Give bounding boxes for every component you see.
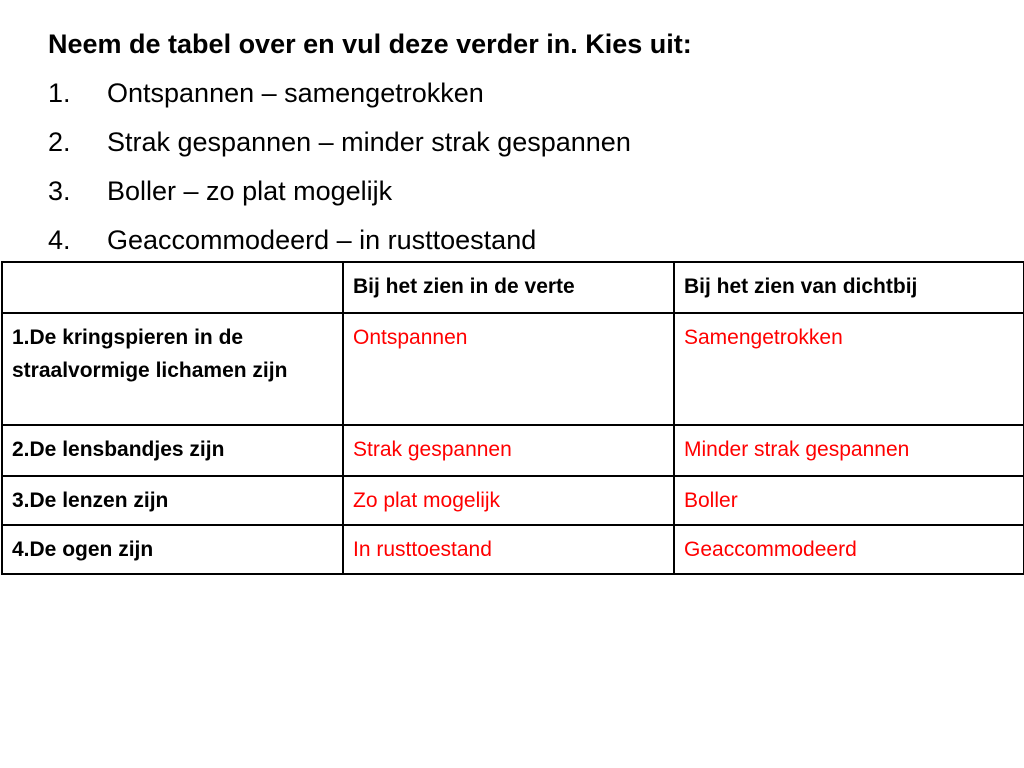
answer-table <box>1 261 1024 575</box>
table-row <box>2 313 1024 425</box>
header-cell-far: Bij het zien in de verte <box>343 262 674 313</box>
option-item <box>48 118 1008 167</box>
option-item <box>48 216 1008 265</box>
answer-far: Ontspannen <box>343 313 674 425</box>
option-text: Boller – zo plat mogelijk <box>107 176 393 206</box>
option-number: 3. <box>48 176 71 206</box>
table-row <box>2 525 1024 574</box>
options-list <box>48 69 1008 265</box>
header-cell-near: Bij het zien van dichtbij <box>674 262 1024 313</box>
table-header-row <box>2 262 1024 313</box>
answer-near: Minder strak gespannen <box>674 425 1024 476</box>
answer-near: Samengetrokken <box>674 313 1024 425</box>
row-label: 2.De lensbandjes zijn <box>2 425 343 476</box>
option-text: Geaccommodeerd – in rusttoestand <box>107 225 537 255</box>
answer-far: Zo plat mogelijk <box>343 476 674 525</box>
row-label: 3.De lenzen zijn <box>2 476 343 525</box>
instruction-heading: Neem de tabel over en vul deze verder in. Kies uit: <box>48 29 692 59</box>
option-number: 2. <box>48 127 71 157</box>
option-number: 1. <box>48 78 71 108</box>
option-text: Strak gespannen – minder strak gespannen <box>107 127 631 157</box>
option-text: Ontspannen – samengetrokken <box>107 78 484 108</box>
answer-near: Boller <box>674 476 1024 525</box>
answer-near: Geaccommodeerd <box>674 525 1024 574</box>
option-number: 4. <box>48 225 71 255</box>
option-item <box>48 69 1008 118</box>
header-cell-empty <box>2 262 343 313</box>
option-item <box>48 167 1008 216</box>
table-row <box>2 425 1024 476</box>
instruction-block <box>48 20 1008 265</box>
row-label: 1.De kringspieren in de straalvormige lichamen zijn <box>2 313 343 425</box>
row-label: 4.De ogen zijn <box>2 525 343 574</box>
answer-far: In rusttoestand <box>343 525 674 574</box>
table-row <box>2 476 1024 525</box>
answer-far: Strak gespannen <box>343 425 674 476</box>
